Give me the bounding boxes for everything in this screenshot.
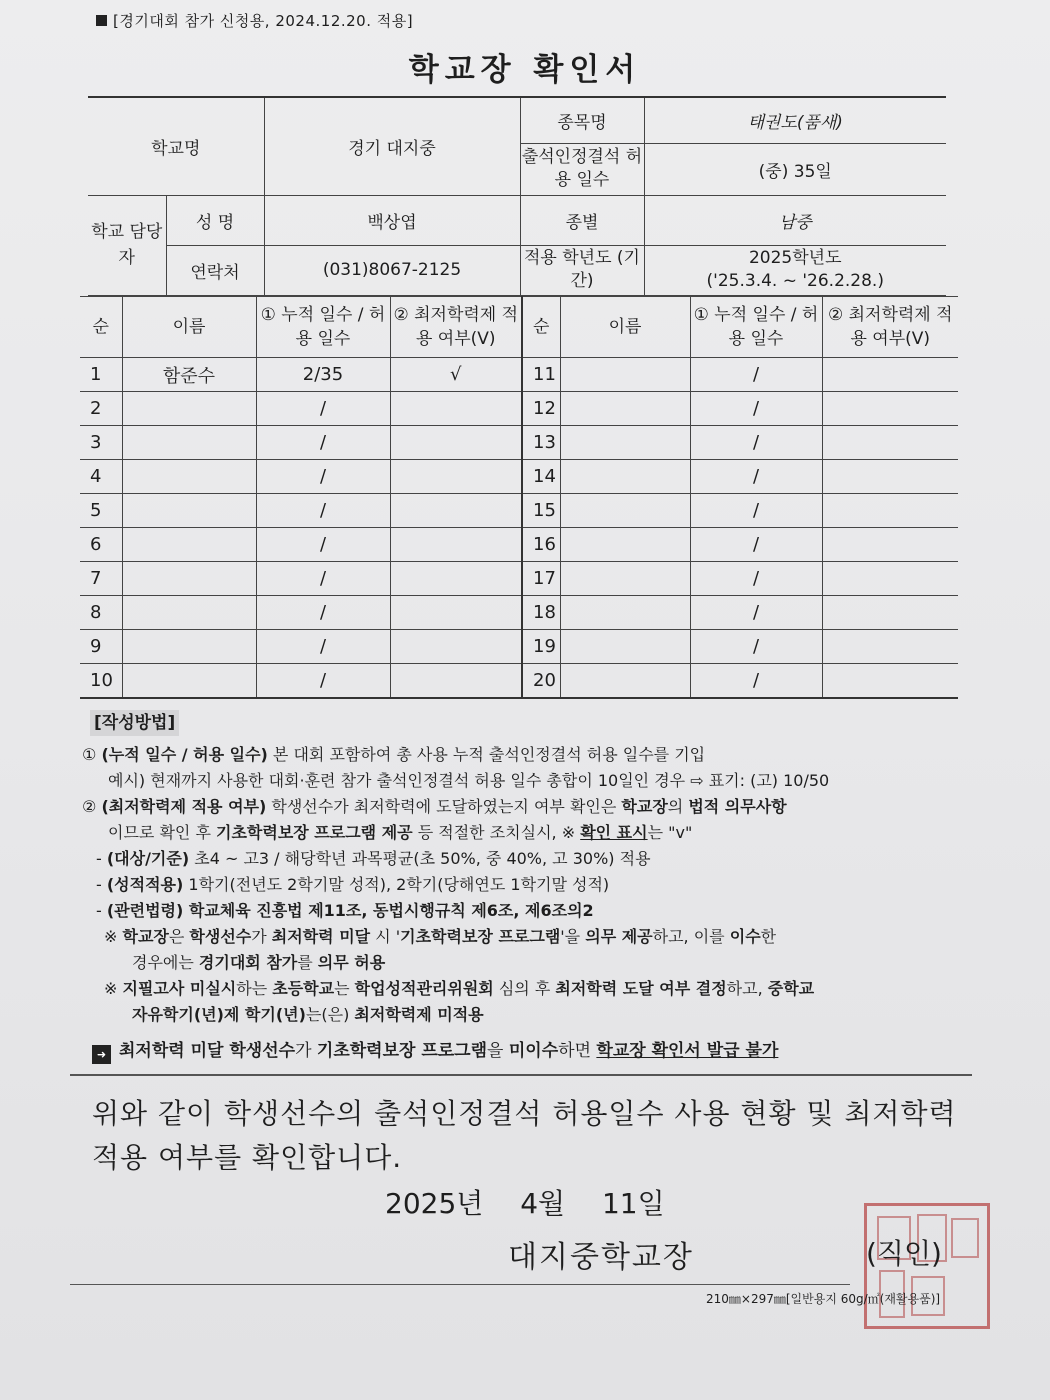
student-name	[122, 664, 256, 699]
row-number: 11	[522, 358, 560, 392]
absence-days: /	[256, 596, 390, 630]
min-standard-check	[390, 528, 522, 562]
min-standard-check	[390, 596, 522, 630]
instruction-item-1-example: 예시) 현재까지 사용한 대회·훈련 참가 출석인정결석 허용 일수 총합이 10일인 경우 ⇨ 표기: (고) 10/50	[108, 771, 830, 790]
student-name	[122, 460, 256, 494]
row-number: 5	[80, 494, 122, 528]
absence-days: /	[256, 426, 390, 460]
min-standard-check	[822, 596, 958, 630]
min-standard-check	[390, 460, 522, 494]
note-1: ※ 학교장은 학생선수가 최저학력 미달 시 '기초학력보장 프로그램'을 의무 제공하고, 이를 이수한	[104, 927, 777, 946]
document-title: 학교장 확인서	[408, 52, 642, 88]
row-number: 6	[80, 528, 122, 562]
absence-days: /	[256, 562, 390, 596]
absence-days: /	[690, 630, 822, 664]
instructions-title: [작성방법]	[90, 710, 179, 736]
bottom-divider	[70, 1284, 850, 1285]
issue-date: 2025년 4월 11일	[385, 1187, 665, 1220]
event-label: 종목명	[520, 97, 644, 143]
student-name	[560, 358, 690, 392]
contact-label: 연락처	[166, 245, 264, 295]
row-number: 3	[80, 426, 122, 460]
student-name	[122, 426, 256, 460]
student-name	[122, 596, 256, 630]
table-row	[80, 528, 958, 562]
col-header-min: ② 최저학력제 적용 여부(V)	[822, 297, 958, 358]
event-value: 태권도(품새)	[644, 97, 946, 143]
student-name	[560, 596, 690, 630]
student-name	[560, 392, 690, 426]
school-year-value: 2025학년도	[748, 248, 842, 268]
absence-days: /	[690, 426, 822, 460]
col-header-name: 이름	[560, 297, 690, 358]
row-number: 19	[522, 630, 560, 664]
absence-days: /	[256, 392, 390, 426]
student-rows	[80, 358, 958, 699]
min-standard-check	[390, 392, 522, 426]
min-standard-check	[390, 562, 522, 596]
paper-spec-note: 210㎜×297㎜[일반용지 60g/㎡(재활용품)]	[706, 1292, 941, 1306]
student-name	[122, 392, 256, 426]
instruction-item-2-cont: 이므로 확인 후 기초학력보장 프로그램 제공 등 적절한 조치실시, ※ 확인 표시는 "v"	[108, 823, 693, 842]
detail-target: - (대상/기준) 초4 ~ 고3 / 해당학년 과목평균(초 50%, 중 40%, 고 30%) 적용	[96, 849, 651, 868]
student-name	[122, 630, 256, 664]
col-header-name: 이름	[122, 297, 256, 358]
school-year-cell	[644, 245, 946, 295]
student-name	[122, 562, 256, 596]
warning-line: ➜ 최저학력 미달 학생선수가 기초학력보장 프로그램을 미이수하면 학교장 확인서 발급 불가	[92, 1036, 778, 1064]
absence-days: /	[256, 494, 390, 528]
row-number: 8	[80, 596, 122, 630]
table-row	[80, 562, 958, 596]
table-row	[80, 630, 958, 664]
manager-name-value: 백상엽	[264, 195, 520, 245]
note-2-cont: 자유학기(년)제 학기(년)는(은) 최저학력제 미적용	[132, 1005, 484, 1024]
min-standard-check	[822, 630, 958, 664]
min-standard-check	[822, 426, 958, 460]
col-header-days: ① 누적 일수 / 허용 일수	[256, 297, 390, 358]
instruction-item-1: ① (누적 일수 / 허용 일수) 본 대회 포함하여 총 사용 누적 출석인정결석 허용 일수를 기입	[82, 745, 706, 764]
row-number: 9	[80, 630, 122, 664]
instruction-item-2: ② (최저학력제 적용 여부) 학생선수가 최저학력에 도달하였는지 여부 확인은 학교장의 법적 의무사항	[82, 797, 787, 816]
absence-days: /	[256, 460, 390, 494]
min-standard-check	[822, 664, 958, 699]
absence-days: /	[256, 528, 390, 562]
student-name	[122, 494, 256, 528]
col-header-min: ② 최저학력제 적용 여부(V)	[390, 297, 522, 358]
school-info-table	[88, 96, 946, 296]
table-row	[80, 596, 958, 630]
absence-days: /	[690, 460, 822, 494]
row-number: 14	[522, 460, 560, 494]
form-usage-note: [경기대회 참가 신청용, 2024.12.20. 적용]	[96, 10, 413, 31]
student-name	[560, 426, 690, 460]
min-standard-check	[822, 494, 958, 528]
min-standard-check	[390, 426, 522, 460]
table-header-row	[80, 297, 958, 358]
min-standard-check	[822, 392, 958, 426]
absence-days: /	[690, 494, 822, 528]
min-standard-check	[390, 664, 522, 699]
square-bullet-icon	[96, 15, 107, 26]
col-header-no: 순	[522, 297, 560, 358]
student-athlete-table	[80, 296, 958, 699]
row-number: 20	[522, 664, 560, 699]
table-row	[80, 664, 958, 699]
min-standard-check	[390, 630, 522, 664]
min-standard-check	[822, 528, 958, 562]
col-header-no: 순	[80, 297, 122, 358]
table-row	[80, 392, 958, 426]
row-number: 2	[80, 392, 122, 426]
detail-laws: - (관련법령) 학교체육 진흥법 제11조, 동법시행규칙 제6조, 제6조의2	[96, 901, 594, 920]
table-row	[80, 358, 958, 392]
absence-days: /	[690, 596, 822, 630]
table-row	[80, 426, 958, 460]
attendance-days-value: (중) 35일	[644, 143, 946, 195]
confirmation-statement: 위와 같이 학생선수의 출석인정결석 허용일수 사용 현황 및 최저학력 적용 여부를 확인합니다.	[92, 1097, 957, 1174]
student-name	[560, 562, 690, 596]
absence-days: /	[690, 562, 822, 596]
absence-days: /	[690, 528, 822, 562]
category-value: 남중	[644, 195, 946, 245]
min-standard-check	[822, 358, 958, 392]
school-name-label: 학교명	[88, 97, 264, 195]
student-name	[560, 664, 690, 699]
note-1-cont: 경우에는 경기대회 참가를 의무 허용	[132, 953, 386, 972]
note-2: ※ 지필고사 미실시하는 초등학교는 학업성적관리위원회 심의 후 최저학력 도달 여부 결정하고, 중학교	[104, 979, 815, 998]
absence-days: /	[256, 630, 390, 664]
absence-days: /	[690, 358, 822, 392]
absence-days: 2/35	[256, 358, 390, 392]
divider	[70, 1074, 972, 1076]
absence-days: /	[690, 664, 822, 699]
row-number: 1	[80, 358, 122, 392]
row-number: 16	[522, 528, 560, 562]
row-number: 12	[522, 392, 560, 426]
attendance-days-label: 출석인정결석 허용 일수	[520, 143, 644, 195]
min-standard-check	[822, 562, 958, 596]
student-name	[122, 528, 256, 562]
student-name	[560, 528, 690, 562]
school-year-period: ('25.3.4. ~ '26.2.28.)	[706, 271, 884, 291]
principal-signature: 대지중학교장	[508, 1240, 694, 1275]
student-name	[560, 630, 690, 664]
school-name-value: 경기 대지중	[264, 97, 520, 195]
arrow-box-icon: ➜	[92, 1045, 111, 1064]
row-number: 15	[522, 494, 560, 528]
school-year-label: 적용 학년도 (기간)	[520, 245, 644, 295]
row-number: 18	[522, 596, 560, 630]
student-name: 함준수	[122, 358, 256, 392]
manager-label: 학교 담당자	[88, 195, 166, 295]
row-number: 17	[522, 562, 560, 596]
student-name	[560, 460, 690, 494]
min-standard-check: √	[390, 358, 522, 392]
min-standard-check	[390, 494, 522, 528]
student-name	[560, 494, 690, 528]
absence-days: /	[690, 392, 822, 426]
table-row	[80, 494, 958, 528]
contact-value: (031)8067-2125	[264, 245, 520, 295]
row-number: 10	[80, 664, 122, 699]
row-number: 4	[80, 460, 122, 494]
manager-name-label: 성 명	[166, 195, 264, 245]
absence-days: /	[256, 664, 390, 699]
seal-label: (직인)	[866, 1237, 942, 1270]
instructions-section	[82, 710, 972, 1028]
row-number: 13	[522, 426, 560, 460]
detail-grades: - (성적적용) 1학기(전년도 2학기말 성적), 2학기(당해연도 1학기말 성적)	[96, 875, 610, 894]
table-row	[80, 460, 958, 494]
col-header-days: ① 누적 일수 / 허용 일수	[690, 297, 822, 358]
min-standard-check	[822, 460, 958, 494]
row-number: 7	[80, 562, 122, 596]
category-label: 종별	[520, 195, 644, 245]
